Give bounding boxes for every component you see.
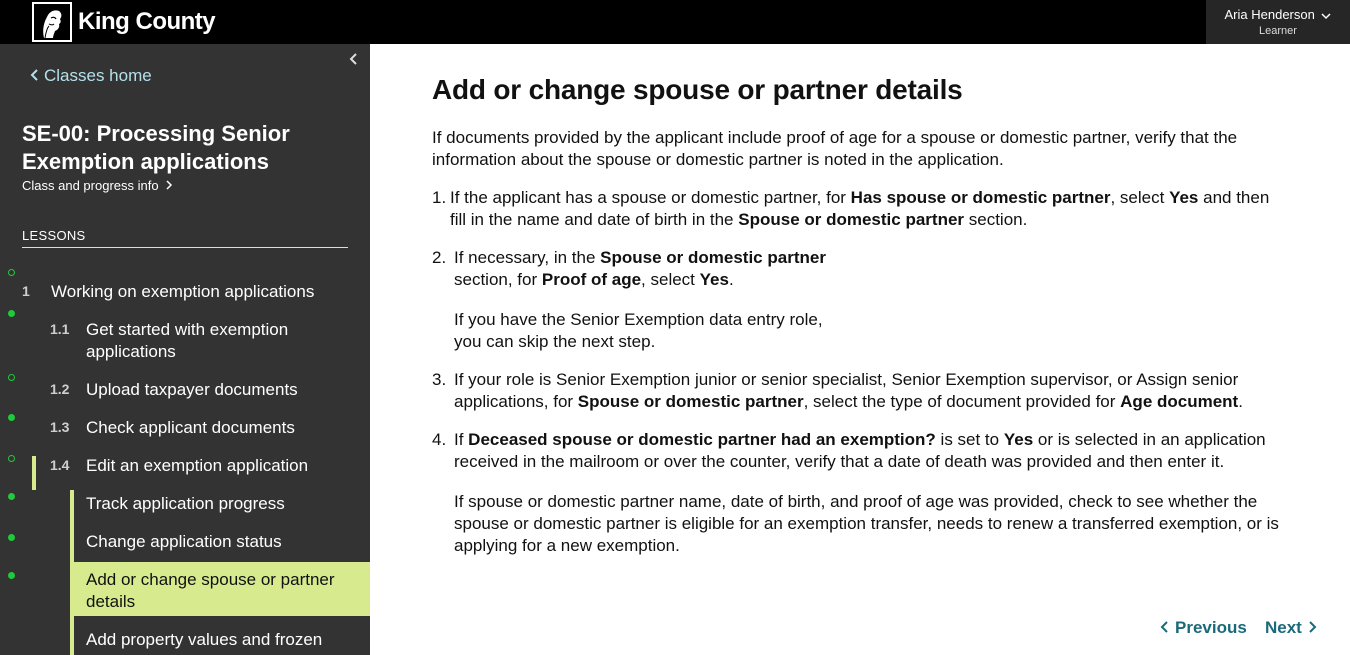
step-4-text [454,429,1284,473]
ui-term: Yes [1003,430,1034,449]
progress-dot-hollow [8,374,15,381]
lessons-heading: LESSONS [22,228,86,243]
step-3-text [454,369,1284,413]
lesson-number: 1 [22,283,30,299]
step-text: If [454,430,469,449]
step-text: section. [964,210,1028,229]
lesson-number: 1.1 [50,321,70,337]
logo-portrait-icon [32,2,72,42]
step-number: 3. [432,370,447,389]
chevron-down-icon [1321,12,1331,20]
progress-dot-complete [8,414,15,421]
chevron-left-icon [1160,621,1170,633]
step-text: is set to [935,430,1004,449]
step-text: . [1238,392,1243,411]
course-title: SE-00: Processing Senior Exemption applications [22,121,290,174]
ui-term: Yes [1169,188,1199,207]
progress-dot-complete [8,572,15,579]
sidebar-item-change-application-status[interactable]: Change application status [86,532,282,551]
step-text: or is selected in an application received in the mailroom or over the counter, verify that a date of death was provided and then enter it. [454,430,1266,471]
sidebar-item-upload-taxpayer-documents[interactable]: Upload taxpayer documents [86,380,298,399]
chevron-right-icon [165,180,173,190]
step-text: . [728,270,734,289]
class-info-label: Class and progress info [22,178,159,193]
top-bar [0,0,1350,44]
sidebar-item-track-application-progress[interactable]: Track application progress [86,494,285,513]
step-2-note: If you have the Senior Exemption data entry role, you can skip the next step. [454,310,823,351]
step-text: If the applicant has a spouse or domestic partner, for [450,188,851,207]
progress-dot-hollow [8,269,15,276]
ui-term: Spouse or domestic partner [738,210,965,229]
ui-term: Deceased spouse or domestic partner had an exemption? [468,430,936,449]
step-text: , select [641,270,700,289]
lessons-divider [22,247,348,248]
previous-label: Previous [1175,618,1247,637]
user-name: Aria Henderson [1224,7,1315,22]
ui-term: Has spouse or domestic partner [850,188,1111,207]
user-role: Learner [1259,25,1297,37]
step-text: and then fill in the name and date of birth in the [450,188,1270,229]
active-lesson-indicator [32,456,36,490]
logo-text: King County [78,8,216,35]
collapse-sidebar-icon[interactable] [348,52,362,66]
step-4-note: If spouse or domestic partner name, date of birth, and proof of age was provided, check to see whether the spouse or domestic partner is eligible for an exemption transfer, needs to renew a transferred exemption, or is applying for a new exemption. [454,492,1279,555]
step-text: , select [1110,188,1170,207]
step-number: 1. [432,188,447,207]
classes-home-link[interactable] [30,66,152,86]
page-title: Add or change spouse or partner details [432,74,963,105]
ui-term: Proof of age [541,270,642,289]
progress-dot-complete [8,310,15,317]
lesson-number: 1.4 [50,457,70,473]
ui-term: Spouse or domestic partner [577,392,804,411]
step-text: If necessary, in the [454,248,601,267]
ui-term: Age document [1120,392,1239,411]
step-text: , select the type of document provided for [803,392,1121,411]
next-button[interactable] [1265,618,1317,638]
lesson-number: 1.3 [50,419,70,435]
lesson-number: 1.2 [50,381,70,397]
classes-home-label: Classes home [44,66,152,85]
step-number: 2. [432,248,447,267]
sidebar [0,44,370,655]
ui-term: Yes [699,270,729,289]
next-label: Next [1265,618,1302,637]
progress-dot-complete [8,534,15,541]
sidebar-item-check-applicant-documents[interactable]: Check applicant documents [86,418,295,437]
previous-button[interactable] [1160,618,1247,638]
progress-dot-complete [8,493,15,500]
step-number: 4. [432,430,447,449]
class-progress-info-link[interactable] [22,178,173,193]
sidebar-item-get-started[interactable]: Get started with exemption applications [86,320,289,361]
progress-dot-hollow [8,455,15,462]
sidebar-item-add-or-change-spouse[interactable]: Add or change spouse or partner details [86,570,335,611]
user-name-row [1206,7,1350,22]
ui-term: Spouse or domestic partner [600,248,826,267]
sidebar-item-working-on-exemption-applications[interactable]: Working on exemption applications [51,282,315,301]
step-text: If your role is Senior Exemption junior or senior specialist, Senior Exemption supervisor, or Assign senior applications, for [454,370,1239,411]
king-county-logo[interactable] [32,2,215,42]
main-content [370,44,1350,655]
step-text: section, for [454,270,542,289]
sidebar-item-edit-exemption-application[interactable]: Edit an exemption application [86,456,309,475]
step-2-text [454,247,834,291]
intro-paragraph: If documents provided by the applicant include proof of age for a spouse or domestic partner, verify that the information about the spouse or domestic partner is noted in the application. [432,128,1238,169]
sidebar-item-add-property-values[interactable]: Add property values and frozen [86,630,323,649]
chevron-right-icon [1307,621,1317,633]
chevron-left-icon [30,69,40,81]
user-menu[interactable] [1206,0,1350,44]
step-1-text [450,187,1290,231]
